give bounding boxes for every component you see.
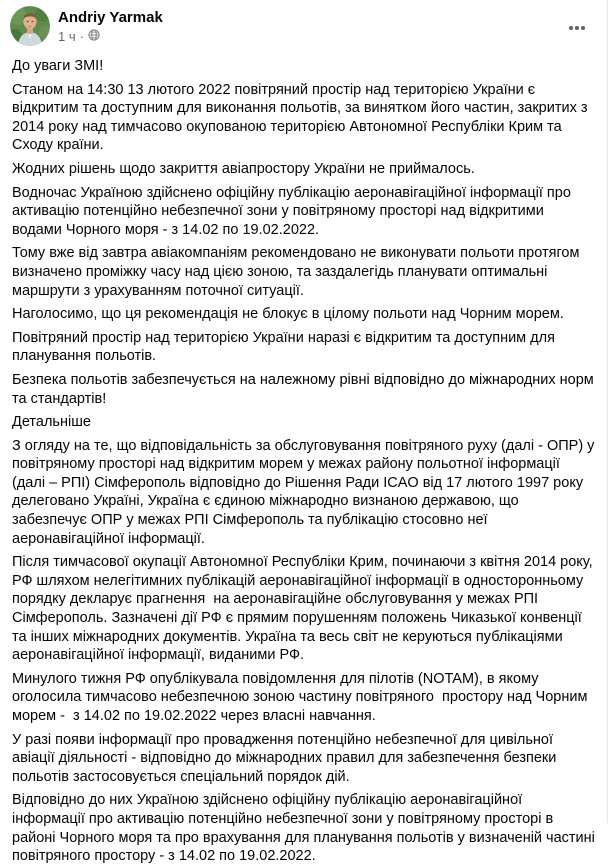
post-header (0, 0, 607, 54)
post-paragraph: З огляду на те, що відповідальність за обслуговування повітряного руху (далі - ОПР) у повітряному просторі над відкритим морем у межах району польотної інформації (далі – РПІ) Сімферополь відповідно до Рішення Ради ICAO від 17 лютого 1997 року делеговано Україні, Україна є єдиною міжнародно визнаною державою, що забезпечує ОПР у межах РПІ Сімферополь та публікацію стосовно неї аеронавігаційної інформації. (12, 437, 599, 547)
post-paragraph: Безпека польотів забезпечується на належному рівні відповідно до міжнародних норм та стандартів! (12, 371, 598, 407)
post-paragraph: Після тимчасової окупації Автономної Республіки Крим, починаючи з квітня 2014 року, РФ шляхом нелегітимних публікацій аеронавігаційної інформації в односторонньому порядку декларує прагнення на аеронавігаційне обслуговування у межах РПІ Сімферополь. Зазначені дії РФ є прямим порушенням положень Чиказької конвенції та інших міжнародних документів. Україна та весь світ не керуються публікаціями аеронавігаційної інформації, виданими РФ. (12, 554, 597, 664)
avatar[interactable] (10, 6, 50, 46)
post-paragraph: У разі появи інформації про провадження потенційно небезпечної для цивільної авіації діяльності - відповідно до міжнародних правил для забезпечення безпеки польотів застосовується спеціальний порядок дій. (12, 731, 561, 785)
post-header-text (58, 6, 561, 45)
ellipsis-icon (569, 26, 573, 30)
post-paragraph: Жодних рішень щодо закриття авіапростору України не приймалось. (12, 160, 475, 177)
post-paragraph: До уваги ЗМІ! (12, 58, 104, 74)
post-body (0, 54, 607, 866)
author-name[interactable]: Andriy Yarmak (58, 9, 163, 26)
post-paragraph: Наголосимо, що ця рекомендація не блокує в цілому польоти над Чорним морем. (12, 306, 564, 323)
post-paragraph: Станом на 14:30 13 лютого 2022 повітряний простір над територією України є відкритим та доступним для виконання польотів, за винятком його частин, закритих з 2014 року над тимчасово окупованою територією Автономної Республіки Крим та Сходу країни. (12, 81, 592, 154)
post-paragraph: Тому вже від завтра авіакомпаніям рекомендовано не виконувати польоти протягом визначено проміжку часу над цією зоною, та заздалегідь планувати оптимальні маршрути з урахуванням поточної ситуації. (12, 245, 584, 299)
post-paragraph: Детальніше (12, 414, 91, 431)
meta-separator: · (79, 28, 84, 44)
timestamp[interactable]: 1 ч (58, 28, 76, 44)
post-paragraph: Водночас Україною здійснено офіційну публікацію аеронавігаційної інформації про активацію потенційно небезпечної зони у повітряному просторі над відкритими водами Чорного моря - з 14.02 по 19.02.2022. (12, 184, 575, 238)
post-meta (58, 28, 561, 45)
avatar-image (10, 6, 50, 46)
post-paragraph: Минулого тижня РФ опублікувала повідомлення для пілотів (NOTAM), в якому оголосила тимчасово небезпечною зоною частину повітряного простору над Чорним морем - з 14.02 по 19.02.2022 через власні навчання. (12, 670, 592, 724)
post-options-button[interactable] (561, 12, 593, 44)
globe-icon (88, 29, 100, 45)
post-paragraph: Відповідно до них Україною здійснено офіційну публікацію аеронавігаційної інформації про активацію потенційно небезпечної зони у повітряному просторі в районі Чорного моря та про врахування для планування польотів у визначеній частині повітряного простору - з 14.02 по 19.02.2022. (12, 792, 599, 865)
post-paragraph: Повітряний простір над територією України наразі є відкритим та доступним для планування польотів. (12, 329, 559, 365)
